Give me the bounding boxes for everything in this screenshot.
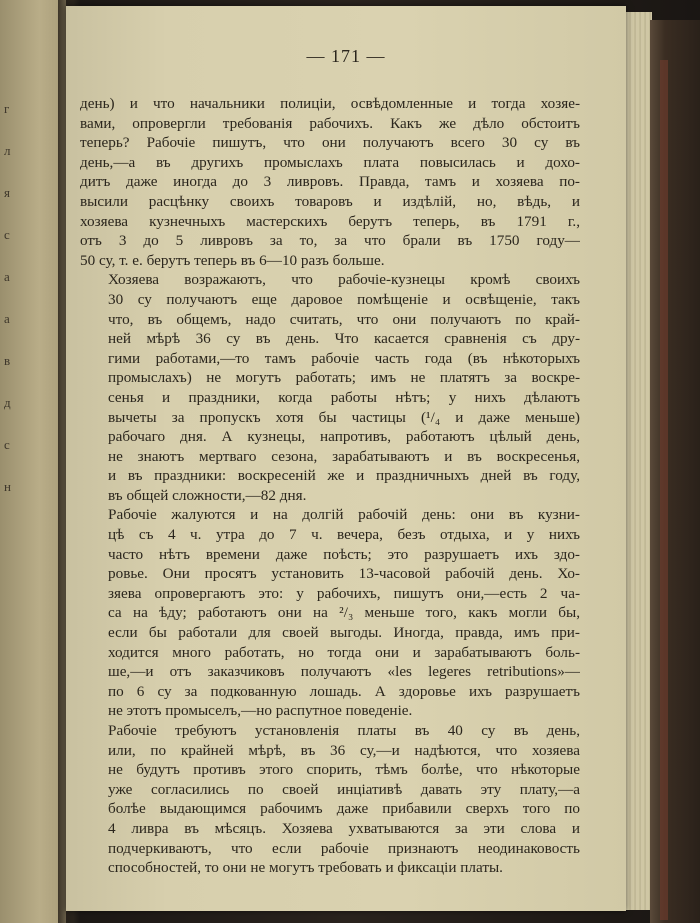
text-line: вычеты за пропускъ хотя бы частицы (¹/₄ и даже меньше): [108, 408, 580, 426]
left-page-fragment: л: [4, 143, 11, 158]
paragraph: [80, 721, 580, 878]
text-line: 50 су, т. е. берутъ теперь въ 6—10 разъ больше.: [80, 251, 385, 269]
text-line: если бы работали для своей выгоды. Иногда, правда, имъ при-: [108, 624, 580, 642]
page-edges: [622, 12, 652, 910]
text-line: что, въ общемъ, надо считать, что они получаютъ по край-: [108, 310, 580, 328]
left-page: [0, 0, 66, 923]
paragraph: [80, 94, 580, 270]
cover-stripe: [660, 60, 668, 920]
left-page-fragment: в: [4, 353, 11, 368]
text-line: отъ 3 до 5 ливровъ за то, за что брали въ 1750 году—: [80, 232, 580, 250]
text-line: 30 су получаютъ еще даровое помѣщеніе и освѣщеніе, такъ: [108, 290, 580, 308]
text-line: или, по крайней мѣрѣ, въ 36 су,—и надѣются, что хозяева: [108, 741, 580, 759]
text-line: теперь? Рабочіе пишутъ, что они получаютъ всего 30 су въ: [80, 134, 580, 152]
text-line: въ общей сложности,—82 дня.: [108, 486, 307, 504]
text-line: уже согласились по своей инціативѣ давать эту плату,—а: [108, 780, 580, 798]
text-line: ровье. Они просятъ установить 13-часовой рабочій день. Хо-: [108, 565, 580, 583]
text-line: не этотъ промыселъ,—но распутное поведеніе.: [108, 702, 413, 720]
text-line: зяева опровергаютъ это: у рабочихъ, пишутъ они,—есть 2 ча-: [108, 584, 580, 602]
text-line: Рабочіе жалуются и на долгій рабочій день: они въ кузни-: [108, 506, 580, 524]
text-line: са на ѣду; работаютъ они на ²/₃ меньше того, какъ могли бы,: [108, 604, 580, 622]
text-line: болѣе выдающимся рабочимъ даже прибавили сверхъ того по: [108, 800, 580, 818]
left-page-fragments: [4, 88, 60, 508]
right-page: [66, 6, 626, 911]
left-page-fragment: г: [4, 101, 10, 116]
text-line: хозяева кузнечныхъ мастерскихъ берутъ теперь, въ 1791 г.,: [80, 212, 580, 230]
paragraph: [80, 505, 580, 721]
text-line: часто нѣтъ времени даже поѣсть; это разрушаетъ ихъ здо-: [108, 545, 580, 563]
left-page-fragment: я: [4, 185, 10, 200]
page-body-text: [80, 94, 580, 878]
text-line: не будутъ противъ этого спорить, тѣмъ болѣе, что нѣкоторые: [108, 761, 580, 779]
text-line: гими работами,—то тамъ рабочіе часть года (въ нѣкоторыхъ: [108, 349, 580, 367]
text-line: подчеркиваютъ, что если рабочіе признаютъ неодинаковость: [108, 839, 580, 857]
text-line: цѣ съ 4 ч. утра до 7 ч. вечера, безъ отдыха, и у нихъ: [108, 526, 580, 544]
text-line: вами, опровергли требованія рабочихъ. Какъ же дѣло обстоитъ: [80, 114, 580, 132]
left-page-fragment: а: [4, 311, 10, 326]
text-line: Хозяева возражаютъ, что рабочіе-кузнецы кромѣ своихъ: [108, 271, 580, 289]
left-page-fragment: с: [4, 437, 10, 452]
text-line: день) и что начальники полиціи, освѣдомленные и тогда хозяе-: [80, 95, 580, 112]
text-line: и въ праздники: воскресеній же и праздничныхъ дней въ году,: [108, 467, 580, 485]
left-page-fragment: а: [4, 269, 10, 284]
left-page-fragment: н: [4, 479, 11, 494]
text-line: промыслахъ) не могутъ работать; имъ не платятъ за воскре-: [108, 369, 580, 387]
text-line: ше,—и отъ заказчиковъ получаютъ «les legeres retributions»—: [108, 663, 580, 681]
text-line: дитъ даже иногда до 3 ливровъ. Правда, тамъ и хозяева по-: [80, 173, 580, 191]
left-page-fragment: д: [4, 395, 11, 410]
text-line: способностей, то они не могутъ требовать и фиксаціи платы.: [108, 859, 503, 877]
page-number: — 171 —: [306, 46, 386, 66]
left-page-fragment: с: [4, 227, 10, 242]
text-line: высили расцѣнку своихъ товаровъ и издѣлій, но, вѣдь, и: [80, 192, 580, 210]
text-line: по 6 су за подкованную лошадь. А здоровье ихъ разрушаетъ: [108, 682, 580, 700]
text-line: день,—а въ другихъ промыслахъ плата повысилась и дохо-: [80, 153, 580, 171]
text-line: рабочаго дня. А кузнецы, напротивъ, работаютъ цѣлый день,: [108, 428, 580, 446]
text-line: 4 ливра въ мѣсяцъ. Хозяева ухватываются за эти слова и: [108, 819, 580, 837]
text-line: ней мѣрѣ 36 су въ день. Что касается сравненія съ дру-: [108, 330, 580, 348]
text-line: ходится много работать, но тогда они и зарабатываютъ боль-: [108, 643, 580, 661]
paragraph: [80, 270, 580, 505]
text-line: не знаютъ мертваго сезона, зарабатываютъ и въ воскресенья,: [108, 447, 580, 465]
text-line: сенья и праздники, когда работы нѣтъ; у нихъ дѣлаютъ: [108, 388, 580, 406]
text-line: Рабочіе требуютъ установленія платы въ 40 су въ день,: [108, 722, 580, 739]
book-cover: [650, 20, 700, 923]
